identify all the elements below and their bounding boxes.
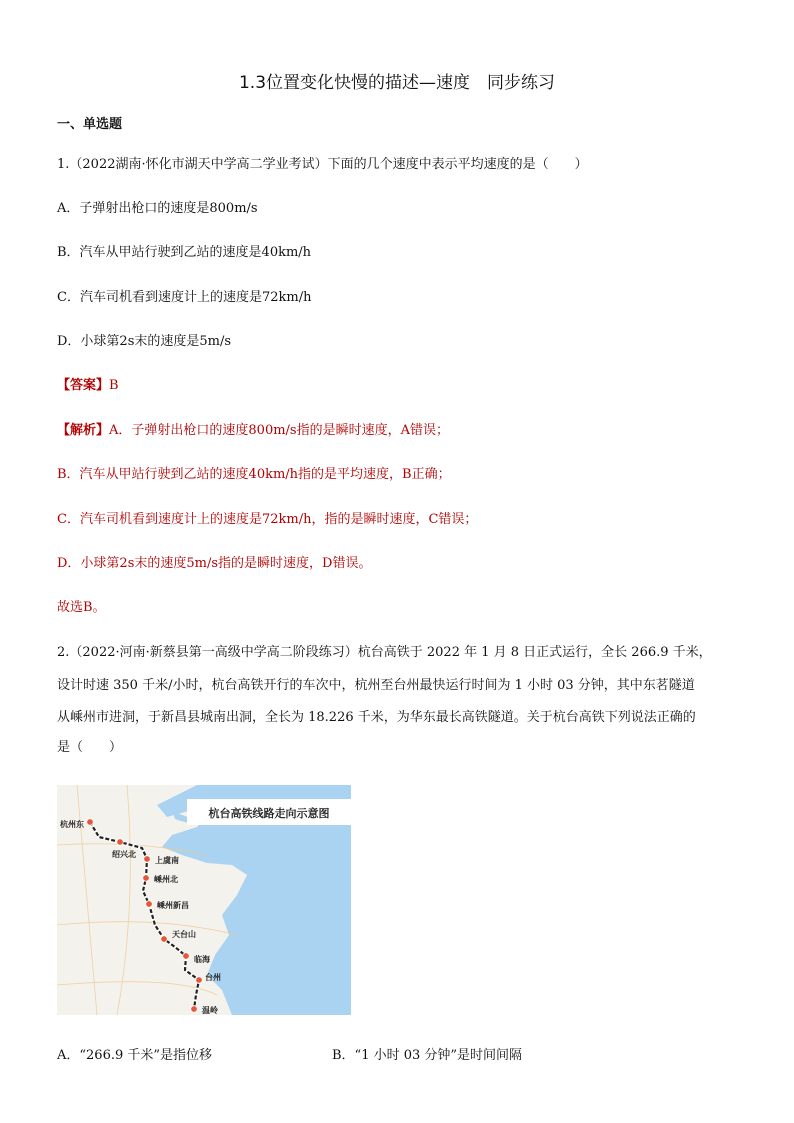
q1-analysis-b: B．汽车从甲站行驶到乙站的速度40km/h指的是平均速度，B正确； bbox=[57, 467, 451, 482]
section-heading: 一、单选题 bbox=[57, 117, 123, 132]
q1-stem: 1.（2022湖南·怀化市湖天中学高二学业考试）下面的几个速度中表示平均速度的是（ ） bbox=[57, 157, 588, 172]
station-marker bbox=[143, 875, 150, 882]
station-label: 温岭 bbox=[202, 1006, 218, 1015]
q1-option-a: A．子弹射出枪口的速度是800m/s bbox=[57, 201, 258, 216]
station-marker bbox=[196, 977, 203, 984]
station-marker bbox=[144, 856, 151, 863]
station-label: 嵊州北 bbox=[154, 875, 178, 884]
q1-analysis-c: C．汽车司机看到速度计上的速度是72km/h，指的是瞬时速度，C错误； bbox=[57, 512, 478, 527]
map-title: 杭台高铁线路走向示意图 bbox=[208, 807, 330, 820]
page-title: 1.3位置变化快慢的描述—速度 同步练习 bbox=[238, 73, 556, 93]
station-label: 台州 bbox=[205, 973, 221, 982]
answer-value: B bbox=[109, 378, 119, 393]
q1-option-d: D．小球第2s末的速度是5m/s bbox=[57, 334, 232, 349]
q1-option-c: C．汽车司机看到速度计上的速度是72km/h bbox=[57, 290, 312, 305]
station-marker bbox=[191, 1006, 198, 1013]
station-label: 嵊州新昌 bbox=[157, 901, 189, 910]
q2-stem-line: 设计时速 350 千米/小时，杭台高铁开行的车次中，杭州至台州最快运行时间为 1 小时 03 分钟，其中东茗隧道 bbox=[57, 678, 695, 693]
analysis-label: 【解析】 bbox=[57, 423, 110, 438]
q2-stem-line: 2.（2022·河南·新蔡县第一高级中学高二阶段练习）杭台高铁于 2022 年 1 月 8 日正式运行，全长 266.9 千米， bbox=[57, 645, 712, 660]
q2-stem-line: 是（ ） bbox=[57, 740, 123, 755]
station-marker bbox=[87, 819, 94, 826]
q1-answer bbox=[57, 378, 119, 394]
station-marker bbox=[161, 936, 168, 943]
station-marker bbox=[117, 839, 124, 846]
q1-conclusion: 故选B。 bbox=[57, 600, 106, 615]
station-label: 临海 bbox=[194, 955, 210, 964]
station-label: 天台山 bbox=[172, 930, 196, 939]
q1-analysis-a bbox=[57, 423, 449, 439]
q2-option-a: A．“266.9 千米”是指位移 bbox=[57, 1048, 213, 1063]
station-marker bbox=[183, 953, 190, 960]
analysis-text: A．子弹射出枪口的速度800m/s指的是瞬时速度，A错误； bbox=[109, 423, 449, 438]
q1-option-b: B．汽车从甲站行驶到乙站的速度是40km/h bbox=[57, 245, 312, 260]
station-label: 杭州东 bbox=[60, 820, 84, 829]
q1-analysis-d: D．小球第2s末的速度5m/s指的是瞬时速度，D错误。 bbox=[57, 556, 372, 571]
answer-label: 【答案】 bbox=[57, 378, 110, 393]
railway-route-map bbox=[57, 785, 351, 1015]
station-label: 上虞南 bbox=[155, 856, 179, 865]
station-marker bbox=[146, 901, 153, 908]
station-label: 绍兴北 bbox=[112, 850, 136, 859]
q2-option-b: B．“1 小时 03 分钟”是时间间隔 bbox=[332, 1048, 523, 1063]
q2-stem-line: 从嵊州市进洞，于新昌县城南出洞，全长为 18.226 千米，为华东最长高铁隧道。关于杭台高铁下列说法正确的 bbox=[57, 710, 696, 725]
